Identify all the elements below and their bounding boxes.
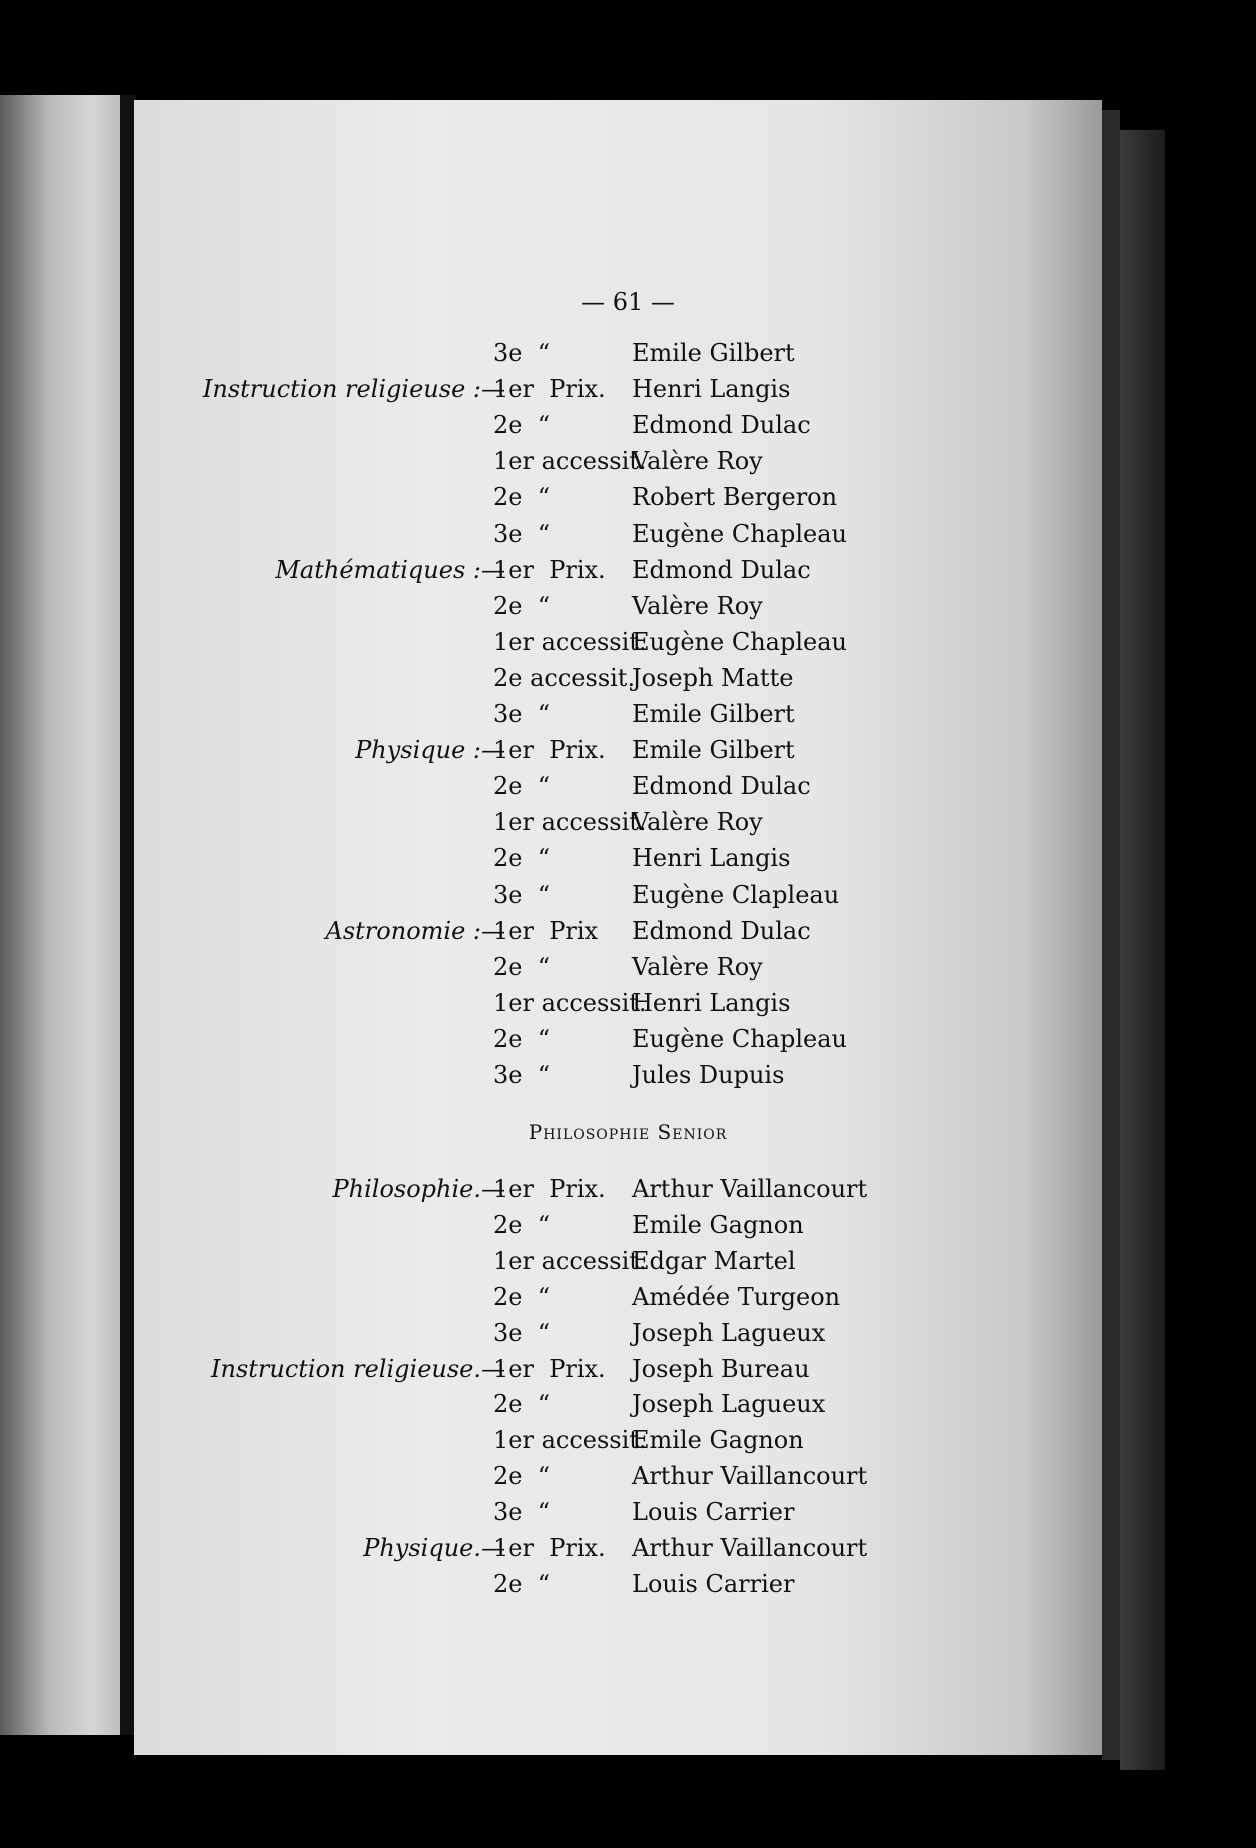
rank-label: 1er Prix.	[493, 375, 606, 404]
prize-row	[0, 733, 1256, 767]
rank-label: 2e “	[493, 483, 550, 512]
student-name: Joseph Lagueux	[632, 1390, 826, 1419]
student-name: Edmond Dulac	[632, 411, 811, 440]
student-name: Arthur Vaillancourt	[632, 1175, 868, 1203]
prize-row	[0, 1531, 1256, 1565]
student-name: Eugène Chapleau	[632, 519, 847, 548]
rank-label: 2e “	[493, 411, 550, 440]
rank-label: 1er accessit.	[493, 1246, 647, 1275]
rank-label: 2e “	[493, 1024, 550, 1053]
student-name: Amédée Turgeon	[632, 1282, 841, 1311]
student-name: Valère Roy	[632, 447, 763, 476]
rank-label: 3e “	[493, 700, 550, 728]
student-name: Henri Langis	[632, 844, 791, 873]
rank-label: 3e “	[493, 339, 550, 367]
student-name: Edmond Dulac	[632, 916, 811, 945]
student-name: Arthur Vaillancourt	[632, 1462, 868, 1491]
student-name: Emile Gilbert	[632, 700, 795, 728]
prize-row	[0, 1172, 1256, 1206]
student-name: Edmond Dulac	[632, 555, 811, 584]
prize-row	[0, 1352, 1256, 1386]
rank-label: 3e “	[493, 519, 550, 548]
rank-label: 1er accessit.	[493, 988, 647, 1017]
prize-row	[0, 1495, 1256, 1529]
section-heading: Philosophie Senior	[528, 1120, 728, 1144]
prize-row	[0, 878, 1256, 912]
page-number: — 61 —	[581, 288, 675, 316]
student-name: Edmond Dulac	[632, 772, 811, 801]
rank-label: 2e “	[493, 952, 550, 981]
student-name: Henri Langis	[632, 988, 791, 1017]
rank-label: 1er Prix	[493, 916, 599, 945]
prize-row	[0, 336, 1256, 370]
subject-label: Philosophie.—	[332, 1175, 505, 1203]
rank-label: 2e “	[493, 1462, 550, 1491]
rank-label: 1er Prix.	[493, 1175, 606, 1203]
rank-label: 1er accessit.	[493, 447, 647, 476]
rank-label: 3e “	[493, 1318, 550, 1347]
prize-row	[0, 1058, 1256, 1092]
prize-row	[0, 769, 1256, 803]
subject-label: Astronomie :—	[325, 916, 505, 945]
rank-label: 2e “	[493, 591, 550, 620]
subject-label: Physique.—	[363, 1534, 505, 1562]
student-name: Emile Gilbert	[632, 339, 795, 367]
student-name: Arthur Vaillancourt	[632, 1534, 868, 1562]
student-name: Valère Roy	[632, 591, 763, 620]
prize-row	[0, 986, 1256, 1020]
prize-row	[0, 805, 1256, 839]
prize-row	[0, 661, 1256, 695]
student-name: Emile Gagnon	[632, 1210, 804, 1239]
student-name: Edgar Martel	[632, 1246, 796, 1275]
subject-label: Instruction religieuse.—	[211, 1354, 505, 1383]
student-name: Joseph Matte	[632, 663, 794, 692]
rank-label: 1er Prix.	[493, 1354, 606, 1383]
student-name: Eugène Chapleau	[632, 1024, 847, 1053]
rank-label: 2e “	[493, 1569, 550, 1598]
prize-row	[0, 841, 1256, 875]
student-name: Louis Carrier	[632, 1569, 795, 1598]
rank-label: 2e accessit.	[493, 663, 636, 692]
subject-label: Instruction religieuse :—	[202, 375, 505, 404]
prize-row	[0, 589, 1256, 623]
prize-row	[0, 1244, 1256, 1278]
prize-row	[0, 480, 1256, 514]
student-name: Valère Roy	[632, 808, 763, 837]
prize-row	[0, 914, 1256, 948]
student-name: Joseph Bureau	[632, 1354, 810, 1383]
student-name: Emile Gagnon	[632, 1426, 804, 1455]
rank-label: 1er Prix.	[493, 555, 606, 584]
rank-label: 3e “	[493, 880, 550, 909]
prize-row	[0, 1316, 1256, 1350]
rank-label: 1er Prix.	[493, 736, 606, 765]
student-name: Robert Bergeron	[632, 483, 838, 512]
rank-label: 2e “	[493, 772, 550, 801]
subject-label: Mathématiques :—	[275, 555, 505, 584]
student-name: Eugène Chapleau	[632, 627, 847, 656]
prize-row	[0, 697, 1256, 731]
rank-label: 2e “	[493, 1282, 550, 1311]
prize-row	[0, 517, 1256, 551]
prize-row	[0, 408, 1256, 442]
rank-label: 1er accessit.	[493, 627, 647, 656]
rank-label: 1er accessit.	[493, 1426, 647, 1455]
prize-row	[0, 444, 1256, 478]
rank-label: 3e “	[493, 1061, 550, 1089]
prize-row	[0, 1459, 1256, 1493]
student-name: Emile Gilbert	[632, 736, 795, 765]
prize-row	[0, 1280, 1256, 1314]
prize-row	[0, 553, 1256, 587]
prize-row	[0, 372, 1256, 406]
rank-label: 1er Prix.	[493, 1534, 606, 1562]
student-name: Henri Langis	[632, 375, 791, 404]
prize-row	[0, 1208, 1256, 1242]
student-name: Joseph Lagueux	[632, 1318, 826, 1347]
prize-row	[0, 1387, 1256, 1421]
prize-row	[0, 950, 1256, 984]
prize-row	[0, 1567, 1256, 1601]
student-name: Eugène Clapleau	[632, 880, 840, 909]
subject-label: Physique :—	[355, 736, 505, 765]
rank-label: 3e “	[493, 1498, 550, 1527]
prize-row	[0, 1022, 1256, 1056]
rank-label: 1er accessit.	[493, 808, 647, 837]
student-name: Louis Carrier	[632, 1498, 795, 1527]
prize-row	[0, 625, 1256, 659]
student-name: Valère Roy	[632, 952, 763, 981]
rank-label: 2e “	[493, 844, 550, 873]
prize-row	[0, 1423, 1256, 1457]
rank-label: 2e “	[493, 1390, 550, 1419]
rank-label: 2e “	[493, 1210, 550, 1239]
student-name: Jules Dupuis	[632, 1061, 785, 1089]
